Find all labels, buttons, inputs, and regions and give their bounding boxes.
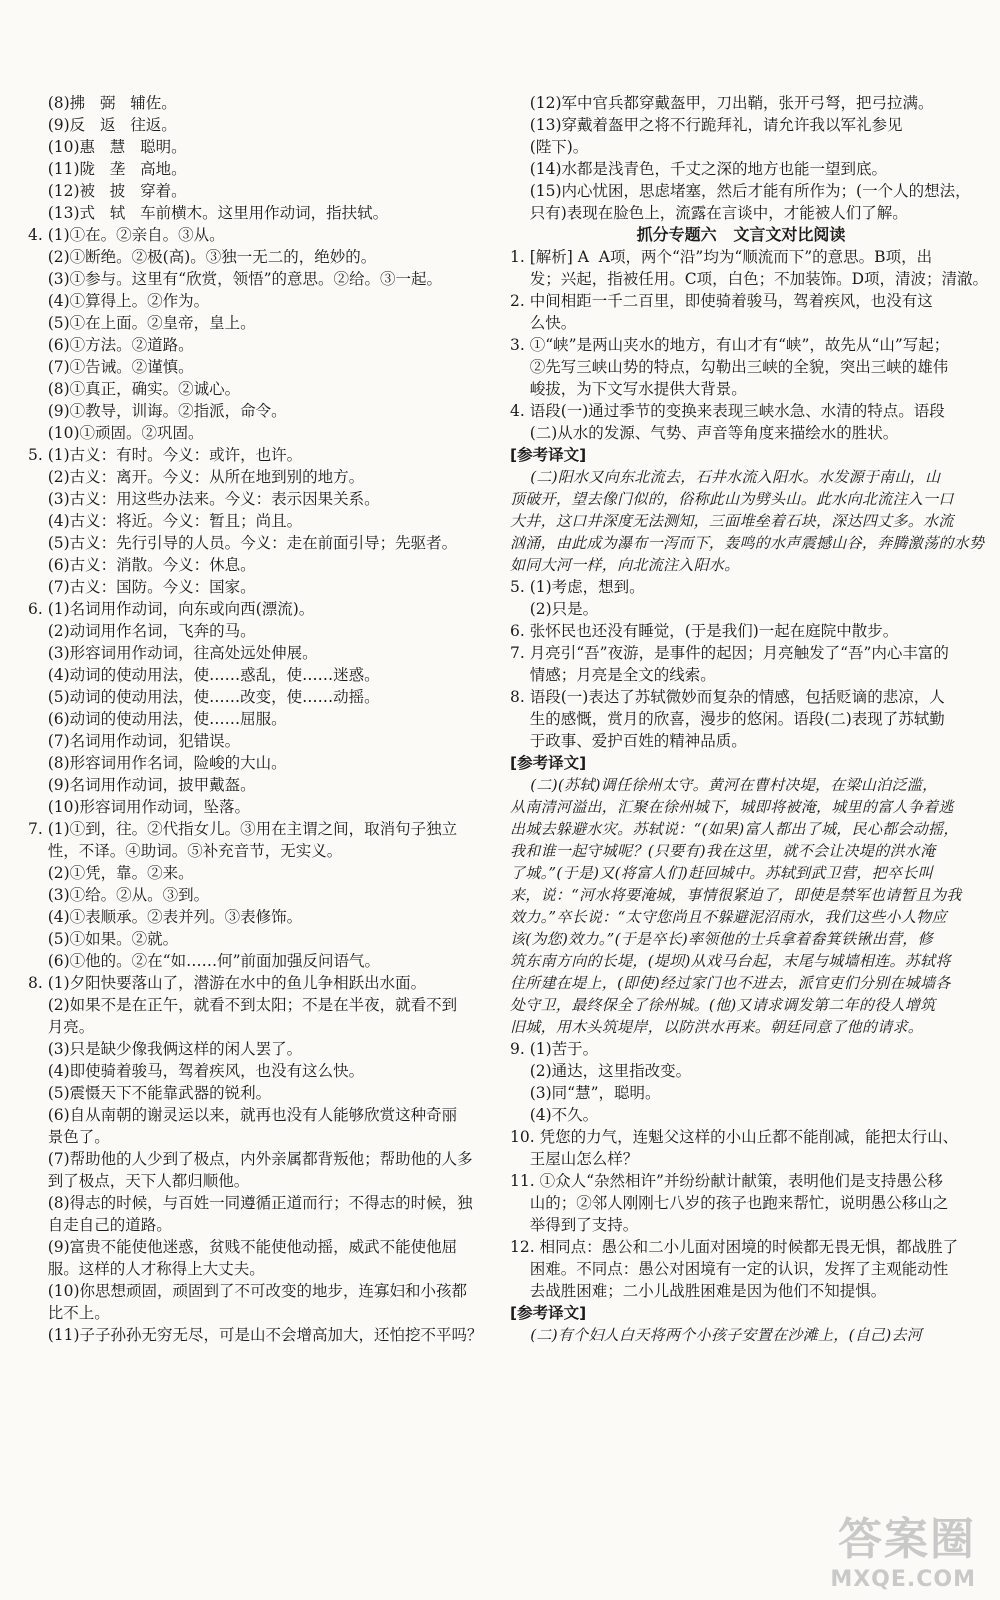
answer-line: 10. 凭您的力气，连魁父这样的小山丘都不能削减，能把太行山、 [510, 1128, 959, 1146]
answer-line: 王屋山怎么样？ [510, 1150, 639, 1168]
answer-line: 性，不译。④助词。⑤补充音节，无实义。 [28, 842, 343, 860]
answer-line: (10)你思想顽固，顽固到了不可改变的地步，连寡妇和小孩都 [28, 1282, 468, 1300]
answer-line: 自走自己的道路。 [28, 1216, 172, 1234]
watermark-url: MXQE.COM [830, 1567, 976, 1592]
answer-line: (3)古义：用这些办法来。今义：表示因果关系。 [28, 490, 380, 508]
answer-line: (2)①凭，靠。②来。 [28, 864, 194, 882]
answer-line: (7)名词用作动词，犯错误。 [28, 732, 241, 750]
answer-line: 比不上。 [28, 1304, 110, 1322]
answer-line: 效力。”卒长说：“太守您尚且不躲避泥沼雨水，我们这些小人物应 [510, 908, 947, 926]
answer-line: (2)只是。 [510, 600, 599, 618]
answer-line: (5)动词的使动用法，使……改变，使……动摇。 [28, 688, 380, 706]
answer-line: 如同大河一样，向北流注入阳水。 [510, 556, 740, 574]
answer-line: (14)水都是浅青色，千丈之深的地方也能一望到底。 [510, 160, 888, 178]
answer-line: (4)古义：将近。今义：暂且；尚且。 [28, 512, 303, 530]
answer-line: 么快。 [510, 314, 577, 332]
answer-line: (8)形容词用作名词，险峻的大山。 [28, 754, 287, 772]
answer-line: 生的感慨，赏月的欣喜，漫步的悠闲。语段(二)表现了苏轼勤 [510, 710, 945, 728]
answer-line: (2)动词用作名词，飞奔的马。 [28, 622, 256, 640]
answer-line: 顶破开，望去像门似的，俗称此山为劈头山。此水向北流注入一口 [510, 490, 954, 508]
answer-line: (5)古义：先行引导的人员。今义：走在前面引导；先驱者。 [28, 534, 458, 552]
answer-line: (6)动词的使动用法，使……屈服。 [28, 710, 287, 728]
answer-line: 筑东南方向的长堤，(堤坝)从戏马台起，末尾与城墙相连。苏轼将 [510, 952, 951, 970]
answer-line: (5)①在上面。②皇帝，皇上。 [28, 314, 256, 332]
answer-line: 服。这样的人才称得上大丈夫。 [28, 1260, 265, 1278]
answer-line: 发；兴起，指被任用。C项，白色；不加装饰。D项，清波；清澈。 [510, 270, 988, 288]
answer-line: (二)(苏轼)调任徐州太守。黄河在曹村决堤，在梁山泊泛滥， [510, 776, 938, 794]
answer-line: (3)形容词用作动词，往高处远处伸展。 [28, 644, 318, 662]
answer-line: 大井，这口井深度无法测知，三面堆垒着石块，深达四丈多。水流 [510, 512, 954, 530]
answer-line: (9)反 返 往返。 [28, 116, 177, 134]
answer-line: 7. (1)①到，往。②代指女儿。③用在主谓之间，取消句子独立 [28, 820, 458, 838]
answer-line: (12)被 披 穿着。 [28, 182, 187, 200]
answer-line: 峻拔，为下文写水提供大背景。 [510, 380, 747, 398]
answer-line: (6)自从南朝的谢灵运以来，就再也没有人能够欣赏这种奇丽 [28, 1106, 458, 1124]
answer-line: (7)帮助他的人少到了极点，内外亲属都背叛他；帮助他的人多 [28, 1150, 473, 1168]
answer-line: (11)陇 垄 高地。 [28, 160, 187, 178]
answer-line: (9)①教导，训诲。②指派，命令。 [28, 402, 287, 420]
answer-line: (9)名词用作动词，披甲戴盔。 [28, 776, 256, 794]
answer-line: 5. (1)古义：有时。今义：或许，也许。 [28, 446, 303, 464]
answer-line: 11. ①众人“杂然相许”并纷纷献计献策，表明他们是支持愚公移 [510, 1172, 943, 1190]
answer-line: (5)震慑天下不能靠武器的锐利。 [28, 1084, 272, 1102]
answer-line: 于政事、爱护百姓的精神品质。 [510, 732, 747, 750]
answer-line: (7)①告诫。②谨慎。 [28, 358, 194, 376]
answer-line: 到了极点，天下人都归顺他。 [28, 1172, 250, 1190]
answer-line: 6. 张怀民也还没有睡觉，(于是我们)一起在庭院中散步。 [510, 622, 899, 640]
answer-line: 月亮。 [28, 1018, 95, 1036]
answer-line: (13)式 轼 车前横木。这里用作动词，指扶轼。 [28, 204, 389, 222]
answer-line: (4)动词的使动用法，使……惑乱，使……迷惑。 [28, 666, 380, 684]
answer-line: 旧城，用木头筑堤岸，以防洪水再来。朝廷同意了他的请求。 [510, 1018, 924, 1036]
answer-line: 7. 月亮引“吾”夜游，是事件的起因；月亮触发了“吾”内心丰富的 [510, 644, 949, 662]
answer-line: (12)军中官兵都穿戴盔甲，刀出鞘，张开弓弩，把弓拉满。 [510, 94, 934, 112]
answer-line: 3. ①“峡”是两山夹水的地方，有山才有“峡”，故先从“山”写起； [510, 336, 950, 354]
answer-line: 了城。”(于是)又(将富人们)赶回城中。苏轼到武卫营，把卒长叫 [510, 864, 933, 882]
answer-line: (二)阳水又向东北流去，石井水流入阳水。水发源于南山，山 [510, 468, 941, 486]
answer-line: 处守卫，最终保全了徐州城。(他)又请求调发第二年的役人增筑 [510, 996, 936, 1014]
answer-line: 困难。不同点：愚公对困境有一定的认识，发挥了主观能动性 [510, 1260, 949, 1278]
answer-line: (5)①如果。②就。 [28, 930, 179, 948]
answer-line: (4)①表顺承。②表并列。③表修饰。 [28, 908, 303, 926]
answer-line: (3)只是缺少像我俩这样的闲人罢了。 [28, 1040, 303, 1058]
watermark-logo [830, 1503, 976, 1592]
answer-line: (10)惠 慧 聪明。 [28, 138, 187, 156]
answer-line: (11)子子孙孙无穷无尽，可是山不会增高加大，还怕挖不平吗？ [28, 1326, 483, 1344]
answer-line: (二)从水的发源、气势、声音等角度来描绘水的胜状。 [510, 424, 899, 442]
answer-line: 我和谁一起守城呢？(只要有)我在这里，就不会让决堤的洪水淹 [510, 842, 936, 860]
answer-line: 8. (1)夕阳快要落山了，潜游在水中的鱼儿争相跃出水面。 [28, 974, 427, 992]
answer-line: 住所建在堤上，(即使)经过家门也不进去，派官吏们分别在城墙各 [510, 974, 951, 992]
answer-line: 4. (1)①在。②亲自。③从。 [28, 226, 225, 244]
answer-line: 汹涌，由此成为瀑布一泻而下，轰鸣的水声震撼山谷，奔腾激荡的水势 [510, 534, 985, 552]
answer-line: (9)富贵不能使他迷惑，贫贱不能使他动摇，威武不能使他屈 [28, 1238, 458, 1256]
answer-line: 6. (1)名词用作动词，向东或向西(漂流)。 [28, 600, 315, 618]
right-column [510, 92, 988, 1346]
answer-line: 去战胜困难；二小儿战胜困难是因为他们不知提惧。 [510, 1282, 887, 1300]
answer-line: (4)即使骑着骏马，驾着疾风，也没有这么快。 [28, 1062, 365, 1080]
left-column [28, 92, 490, 1346]
watermark-title: 答案圈 [838, 1514, 976, 1565]
answer-line: 只有)表现在脸色上，流露在言谈中，才能被人们了解。 [510, 204, 908, 222]
answer-line: 情感；月亮是全文的线索。 [510, 666, 716, 684]
answer-line: (6)①方法。②道路。 [28, 336, 194, 354]
reference-translation-heading: [参考译文] [510, 754, 587, 772]
reference-translation-heading: [参考译文] [510, 1304, 587, 1322]
answer-line: 出城去躲避水灾。苏轼说：“(如果)富人都出了城，民心都会动摇， [510, 820, 959, 838]
answer-line: 举得到了支持。 [510, 1216, 639, 1234]
answer-line: 从南清河溢出，汇聚在徐州城下，城即将被淹，城里的富人争着逃 [510, 798, 954, 816]
answer-line: (8)①真正，确实。②诚心。 [28, 380, 241, 398]
answer-line: (6)①他的。②在“如……何”前面加强反问语气。 [28, 952, 381, 970]
answer-line: (8)拂 弼 辅佐。 [28, 94, 177, 112]
answer-line: (2)通达，这里指改变。 [510, 1062, 692, 1080]
answer-line: 来，说：“河水将要淹城，事情很紧迫了，即使是禁军也请暂且为我 [510, 886, 962, 904]
answer-line: (陛下)。 [510, 138, 589, 156]
answer-line: (10)①顽固。②巩固。 [28, 424, 204, 442]
reference-translation-heading: [参考译文] [510, 446, 587, 464]
answer-line: (4)①算得上。②作为。 [28, 292, 210, 310]
answer-line: (7)古义：国防。今义：国家。 [28, 578, 256, 596]
answer-line: (3)同“慧”，聪明。 [510, 1084, 661, 1102]
answer-line: (6)古义：消散。今义：休息。 [28, 556, 256, 574]
answer-line: 4. 语段(一)通过季节的变换来表现三峡水急、水清的特点。语段 [510, 402, 945, 420]
answer-line: (15)内心忧困，思虑堵塞，然后才能有所作为；(一个人的想法， [510, 182, 971, 200]
answer-line: (10)形容词用作动词，坠落。 [28, 798, 251, 816]
answer-line: (8)得志的时候，与百姓一同遵循正道而行；不得志的时候，独 [28, 1194, 473, 1212]
answer-line: 山的；②邻人刚刚七八岁的孩子也跑来帮忙，说明愚公移山之 [510, 1194, 949, 1212]
answer-line: 1. [解析] A A项，两个“沿”均为“顺流而下”的意思。B项，出 [510, 248, 933, 266]
answer-line: (3)①给。②从。③到。 [28, 886, 210, 904]
answer-line: 该(为您)效力。”(于是卒长)率领他的士兵拿着畚箕铁锹出营，修 [510, 930, 933, 948]
answer-line: (3)①参与。这里有“欣赏，领悟”的意思。②给。③一起。 [28, 270, 443, 288]
answer-line: 5. (1)考虑，想到。 [510, 578, 645, 596]
answer-line: (二)有个妇人白天将两个小孩子安置在沙滩上，(自己)去河 [510, 1326, 923, 1344]
answer-line: 8. 语段(一)表达了苏轼微妙而复杂的情感，包括贬谪的悲凉，人 [510, 688, 945, 706]
answer-line: 2. 中间相距一千二百里，即使骑着骏马，驾着疾风，也没有这 [510, 292, 933, 310]
answer-line: (4)不久。 [510, 1106, 599, 1124]
answer-line: (2)古义：离开。今义：从所在地到别的地方。 [28, 468, 365, 486]
answer-line: 12. 相同点：愚公和二小儿面对困境的时候都无畏无惧，都战胜了 [510, 1238, 959, 1256]
section-title: 抓分专题六 文言文对比阅读 [636, 225, 846, 244]
answer-line: (13)穿戴着盔甲之将不行跪拜礼，请允许我以军礼参见 [510, 116, 903, 134]
answer-line: 景色了。 [28, 1128, 110, 1146]
answer-line: 9. (1)苦于。 [510, 1040, 599, 1058]
answer-line: (2)①断绝。②极(高)。③独一无二的，绝妙的。 [28, 248, 377, 266]
answer-line: (2)如果不是在正午，就看不到太阳；不是在半夜，就看不到 [28, 996, 458, 1014]
answer-line: ②先写三峡山势的特点，勾勒出三峡的全貌，突出三峡的雄伟 [510, 358, 949, 376]
